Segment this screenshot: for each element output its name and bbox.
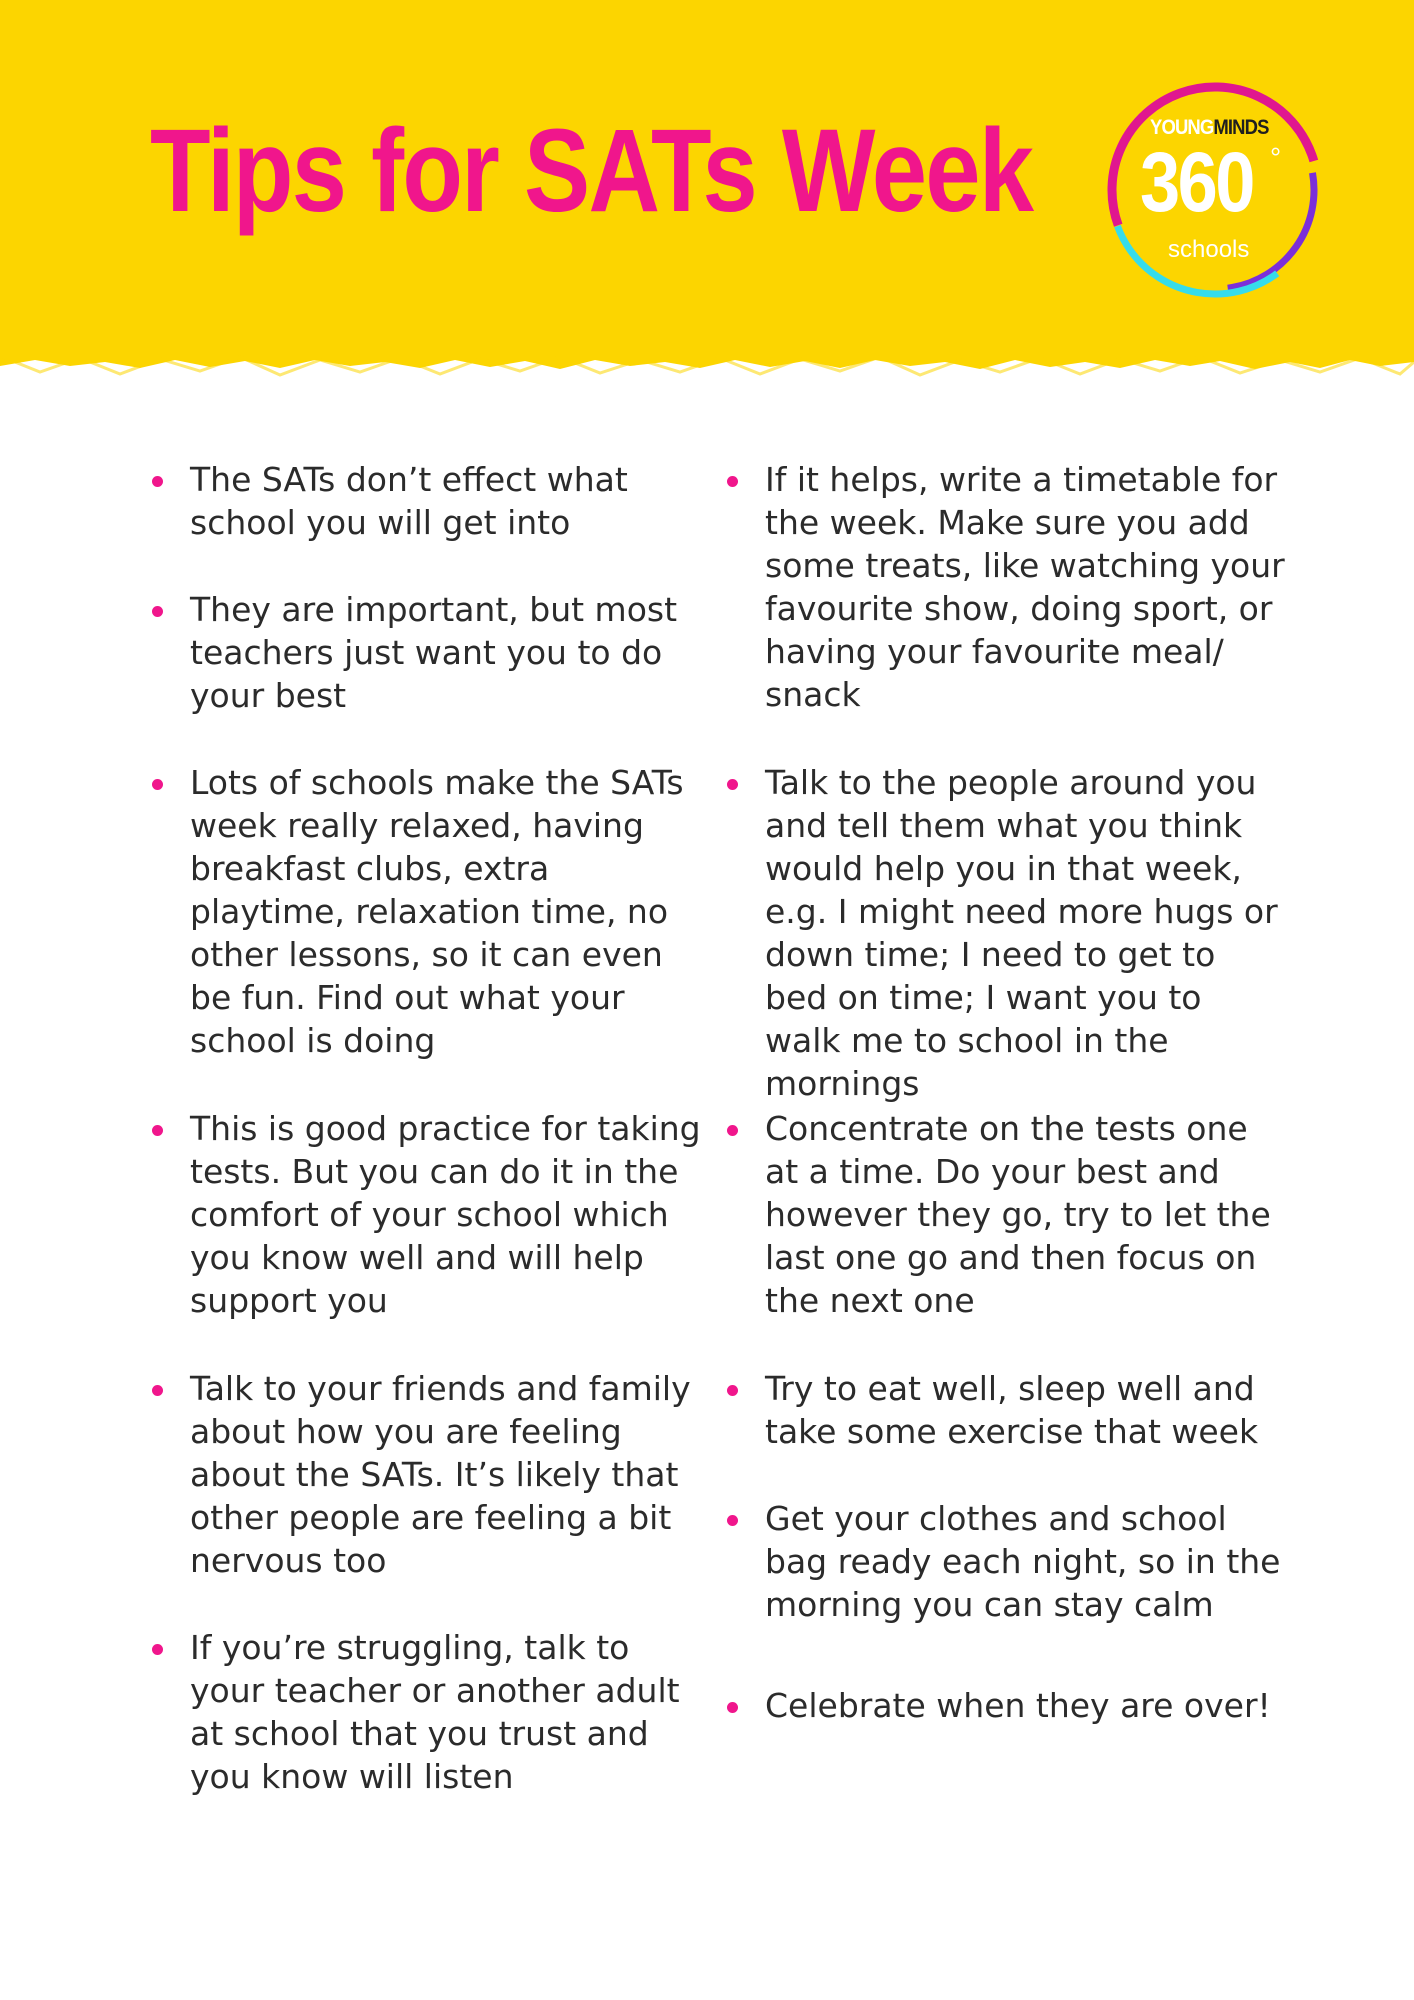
bullet-icon xyxy=(152,606,163,617)
tip-item xyxy=(150,1107,710,1322)
bullet-icon xyxy=(152,1385,163,1396)
tip-text: Celebrate when they are over! xyxy=(765,1686,1271,1725)
tip-text: Talk to your friends and family about how you are feeling about the SATs. It’s likely that other people are feeling a bit nervous too xyxy=(190,1369,691,1580)
tip-text: They are important, but most teachers just want you to do your best xyxy=(190,590,678,715)
tip-item xyxy=(150,1367,710,1582)
logo-degree: ° xyxy=(1270,142,1282,173)
tip-item xyxy=(725,1497,1285,1626)
tip-text: If you’re struggling, talk to your teacher or another adult at school that you trust and you know will listen xyxy=(190,1628,680,1796)
tip-text: Talk to the people around you and tell them what you think would help you in that week, e.g. I might need more hugs or down time; I need to get to bed on time; I want you to walk me to school in the mornings xyxy=(765,763,1278,1103)
tip-text: This is good practice for taking tests. But you can do it in the comfort of your school which you know well and will help support you xyxy=(190,1109,701,1320)
tip-item xyxy=(725,761,1285,1105)
tip-text: Try to eat well, sleep well and take some exercise that week xyxy=(765,1369,1259,1451)
logo-brand-young: YOUNG xyxy=(1150,116,1214,139)
tip-text: Concentrate on the tests one at a time. Do your best and however they go, try to let the last one go and then focus on the next one xyxy=(765,1109,1271,1320)
bullet-icon xyxy=(152,1644,163,1655)
youngminds-360-schools-logo xyxy=(1090,78,1340,308)
bullet-icon xyxy=(727,1515,738,1526)
tip-item xyxy=(150,458,710,544)
tip-text: Lots of schools make the SATs week really relaxed, having breakfast clubs, extra playtime, relaxation time, no other lessons, so it can even be fun. Find out what your school is doing xyxy=(190,763,684,1060)
tip-item xyxy=(725,1367,1285,1453)
bullet-icon xyxy=(727,476,738,487)
tip-item xyxy=(725,1107,1285,1322)
logo-brand-minds: MINDS xyxy=(1213,116,1269,139)
logo-subtitle: schools xyxy=(1168,236,1250,263)
tip-text: The SATs don’t effect what school you will get into xyxy=(190,460,628,542)
bullet-icon xyxy=(727,1125,738,1136)
tip-item xyxy=(150,588,710,717)
logo-number: 360 xyxy=(1140,135,1253,229)
bullet-icon xyxy=(727,1385,738,1396)
bullet-icon xyxy=(152,779,163,790)
tip-item xyxy=(725,1684,1285,1727)
tip-item xyxy=(150,1626,710,1798)
header-banner xyxy=(0,0,1414,380)
bullet-icon xyxy=(152,1125,163,1136)
bullet-icon xyxy=(727,779,738,790)
tip-text: Get your clothes and school bag ready each night, so in the morning you can stay calm xyxy=(765,1499,1281,1624)
tip-item xyxy=(150,761,710,1062)
page-title: Tips for SATs Week xyxy=(150,105,1033,237)
bullet-icon xyxy=(727,1702,738,1713)
tip-text: If it helps, write a timetable for the week. Make sure you add some treats, like watching your favourite show, doing sport, or having your favourite meal/ snack xyxy=(765,460,1285,714)
bullet-icon xyxy=(152,476,163,487)
tip-item xyxy=(725,458,1285,716)
